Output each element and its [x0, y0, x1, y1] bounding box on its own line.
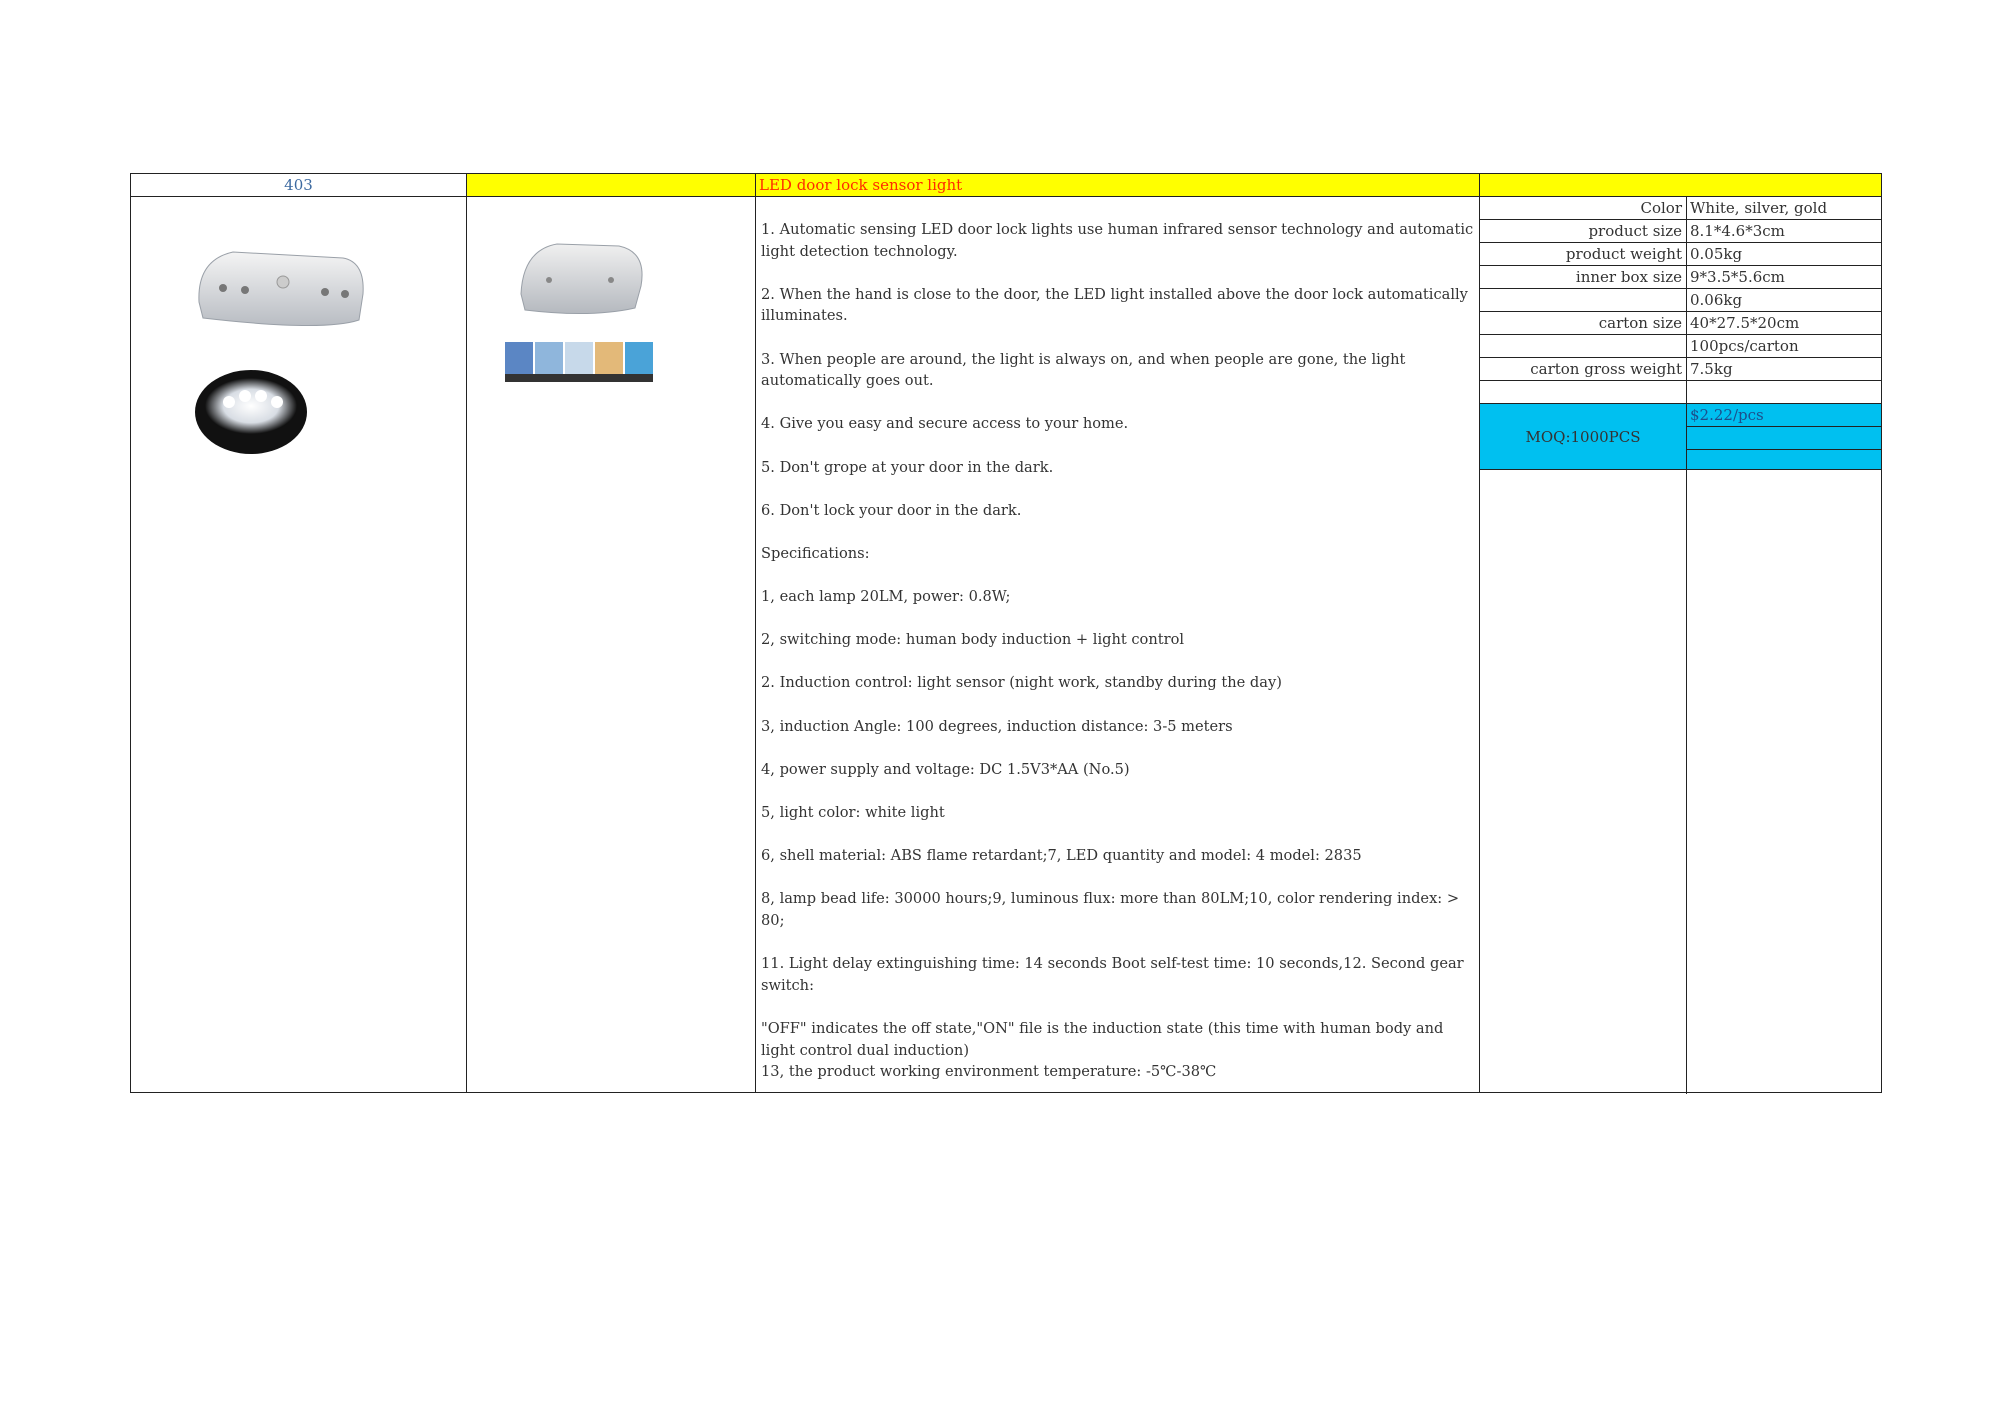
description-line: 1, each lamp 20LM, power: 0.8W;: [761, 588, 1011, 606]
description-line: 2, switching mode: human body induction + light control: [761, 631, 1185, 649]
description-line: 2. Induction control: light sensor (night work, standby during the day): [761, 674, 1282, 692]
spec-label: Color: [1480, 197, 1686, 220]
spec-label: [1480, 289, 1686, 312]
spec-label: carton size: [1480, 312, 1686, 335]
description-line: 8, lamp bead life: 30000 hours;9, luminous flux: more than 80LM;10, color rendering index: > 80;: [761, 890, 1460, 929]
spec-value: 40*27.5*20cm: [1687, 312, 1881, 335]
item-number: 403: [131, 174, 466, 197]
header-cell-yellow: [1480, 174, 1881, 197]
description-line: 6. Don't lock your door in the dark.: [761, 501, 1022, 519]
spec-value: White, silver, gold: [1687, 197, 1881, 220]
unit-price: $2.22/pcs: [1687, 404, 1881, 427]
price-cell-empty: [1687, 427, 1881, 450]
spec-value: 7.5kg: [1687, 358, 1881, 381]
moq-label: MOQ:1000PCS: [1525, 427, 1641, 446]
product-table: [130, 173, 1882, 1093]
product-description: [757, 198, 1479, 1088]
description-line: 1. Automatic sensing LED door lock lights use human infrared sensor technology and automatic light detection technology.: [761, 221, 1474, 260]
specifications-heading: Specifications:: [761, 544, 870, 562]
description-line: 13, the product working environment temperature: -5℃-38℃: [761, 1063, 1217, 1081]
spec-value: 0.05kg: [1687, 243, 1881, 266]
spec-value: 9*3.5*5.6cm: [1687, 266, 1881, 289]
description-line: 11. Light delay extinguishing time: 14 seconds Boot self-test time: 10 seconds,12. Second gear switch:: [761, 955, 1464, 994]
description-line: 4. Give you easy and secure access to your home.: [761, 415, 1129, 433]
price-cell-empty: [1687, 450, 1881, 470]
spec-label: [1480, 381, 1686, 404]
spec-label: carton gross weight: [1480, 358, 1686, 381]
spec-value: [1687, 381, 1881, 404]
column-divider: [466, 174, 467, 1092]
spec-value: 0.06kg: [1687, 289, 1881, 312]
spec-value: 8.1*4.6*3cm: [1687, 220, 1881, 243]
description-line: 2. When the hand is close to the door, the LED light installed above the door lock automatically illuminates.: [761, 285, 1468, 325]
column-divider: [755, 174, 756, 1092]
description-line: 3, induction Angle: 100 degrees, induction distance: 3-5 meters: [761, 717, 1233, 735]
description-line: 5, light color: white light: [761, 804, 945, 822]
moq-cell: [1480, 404, 1686, 470]
door-lock-light-photo-secondary: [501, 236, 661, 390]
spec-label: product weight: [1480, 243, 1686, 266]
spec-value: 100pcs/carton: [1687, 335, 1881, 358]
product-name: LED door lock sensor light: [756, 174, 1479, 197]
spec-label: inner box size: [1480, 266, 1686, 289]
header-cell-yellow: [467, 174, 755, 197]
spec-label: product size: [1480, 220, 1686, 243]
door-lock-light-photo-main: [193, 240, 373, 464]
description-line: "OFF" indicates the off state,"ON" file is the induction state (this time with human body and light control dual induction): [761, 1019, 1444, 1059]
description-line: 3. When people are around, the light is always on, and when people are gone, the light automatically goes out.: [761, 350, 1406, 390]
description-line: 4, power supply and voltage: DC 1.5V3*AA (No.5): [761, 760, 1130, 778]
description-line: 5. Don't grope at your door in the dark.: [761, 458, 1054, 476]
description-line: 6, shell material: ABS flame retardant;7, LED quantity and model: 4 model: 2835: [761, 847, 1362, 865]
spec-label: [1480, 335, 1686, 358]
